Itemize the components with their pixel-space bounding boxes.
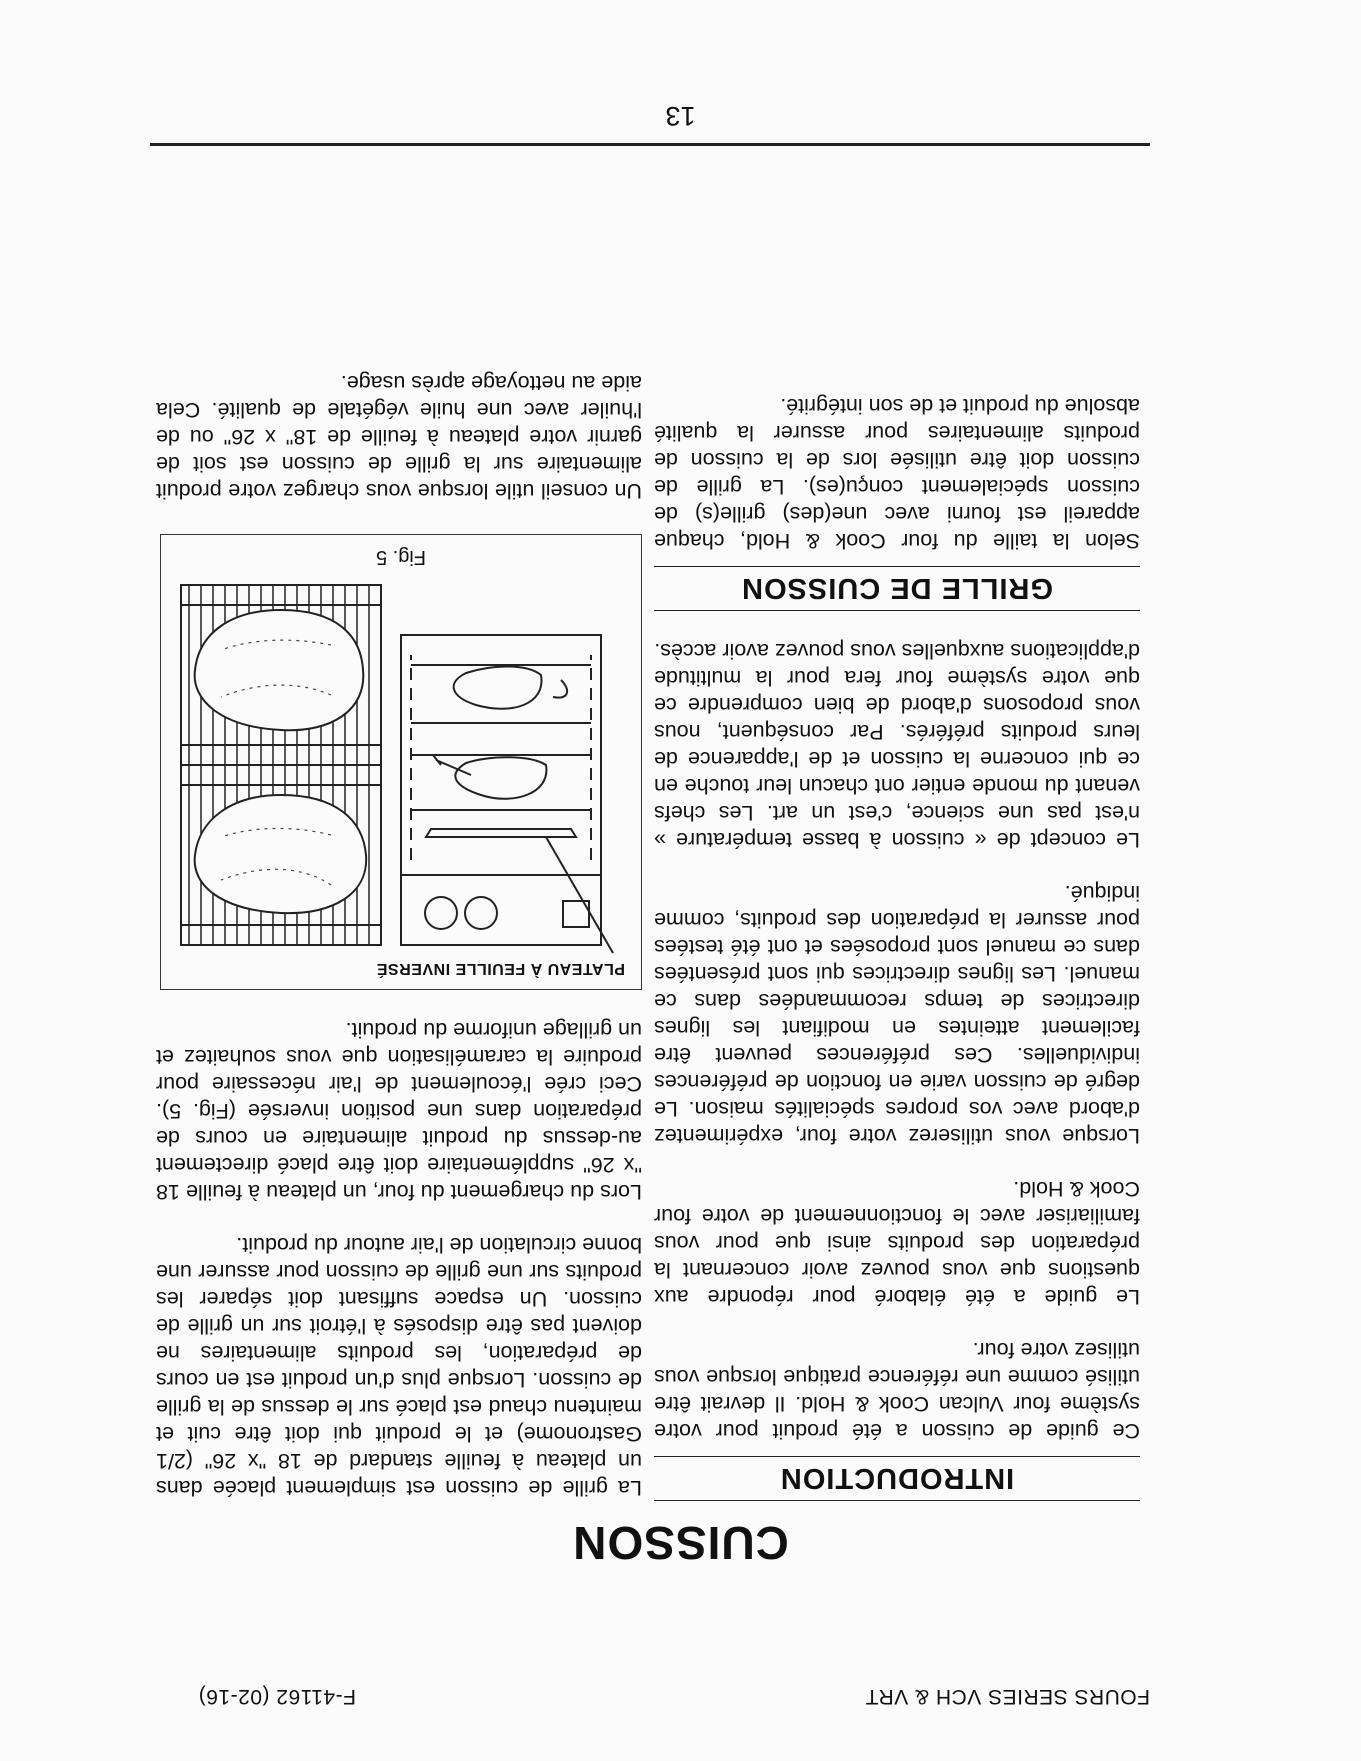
figure-label: Fig. 5 [375,546,427,568]
intro-paragraph-3: Lorsque vous utiliserez votre four, expérimentez d'abord avec vos propres spécialités maison. Le degré de cuisson varie en fonction de préférences individuelles. Ces préférences peuvent être facilement atteintes en modifiant les lignes directrices de temps recommandées dans ce manuel. Les lignes directrices qui sont présentées dans ce manuel sont proposées et ont été testées pour assurer la préparation des produits, comme indiqué. [654,881,1140,1148]
page-number: 13 [665,101,696,131]
footer-rule [150,143,1150,146]
rack-chicken-2 [195,610,364,730]
inverted-sheet-pan [426,829,576,837]
intro-paragraph-4: Le concept de « cuisson à basse température » n'est pas une science, c'est un art. Les chefs venant du monde entier ont chacun leur touche en ce qui concerne la cuisson et de l'apparence de leurs produits préférés. Par conséquent, nous vous proposons d'abord de bien comprendre ce que votre système four fera pour la multitude d'applications auxquelles vous pouvez avoir accès. [654,639,1140,852]
figure-title: PLATEAU À FEUILLE INVERSÉ [376,960,625,977]
header-series: FOURS SERIES VCH & VRT [865,1685,1150,1708]
rack-paragraph-2: Lors du chargement du four, un plateau à feuille 18 "x 26" supplémentaire doit être placé directement au-dessus du produit alimentaire en cours de préparation dans une position inversée (Fig. 5). Ceci crée l'écoulement de l'air nécessaire pour produire la caramélisation que vous souhaitez et un grillage uniforme du produit. [156,1018,642,1204]
rack-chicken-1 [195,795,367,913]
page-title: CUISSON [572,1517,789,1569]
rack-paragraph-1: La grille de cuisson est simplement placée dans un plateau à feuille standard de 18 "x 26" (2/1 Gastronome) et le produit qui doit être cuit et maintenu chaud est placé sur le dessus de la grille de cuisson. Lorsque plus d'un produit est en cours de préparation, les produits alimentaires ne doivent pas être disposés à l'étroit sur un grille de cuisson. Un espace suffisant doit séparer les produits sur une grille de cuisson pour assurer une bonne circulation de l'air autour du produit. [156,1233,642,1500]
intro-heading-box [654,1456,1140,1501]
grille-paragraph-1: Selon la taille du four Cook & Hold, chaque appareil est fourni avec une(des) grille(s) de cuisson spécialement conçu(es). La grille de cuisson doit être utilisée lors de la cuisson de produits alimentaires pour assurer la qualité absolue du produit et de son intégrité. [654,394,1140,553]
intro-paragraph-2: Le guide a été élaboré pour répondre aux questions que vous pouvez avoir concernant la préparation des produits ainsi que pour vous familiariser avec le fonctionnement de votre four Cook & Hold. [654,1177,1140,1309]
grille-heading: GRILLE DE CUISSON [741,572,1053,604]
header-doc-code: F-41162 (02-16) [198,1685,356,1708]
intro-paragraph-1: Ce guide de cuisson a été produit pour votre système four Vulcan Cook & Hold. Il devrait être utilisé comme une référence pratique lorsque vous utilisez votre four. [654,1338,1140,1443]
oven-poultry-2 [454,667,542,709]
left-column [654,366,1140,1507]
intro-heading: INTRODUCTION [779,1462,1015,1494]
rack-paragraph-3: Un conseil utile lorsque vous chargez votre produit alimentaire sur la grille de cuisson est soit de garnir votre plateau à feuille de 18" x 26" ou de l'huiler avec une huile végétale de qualité. Cela aide au nettoyage après usage. [156,371,642,503]
oven-knob-1 [465,897,497,929]
right-column [156,343,642,1507]
oven-knob-2 [425,897,457,929]
grille-heading-box [654,566,1140,611]
figure-pointer [546,837,613,953]
figure-5 [160,534,642,990]
oven-rack-illustration [171,575,631,955]
oven-cabinet [401,635,601,945]
oven-poultry-1 [455,757,546,799]
